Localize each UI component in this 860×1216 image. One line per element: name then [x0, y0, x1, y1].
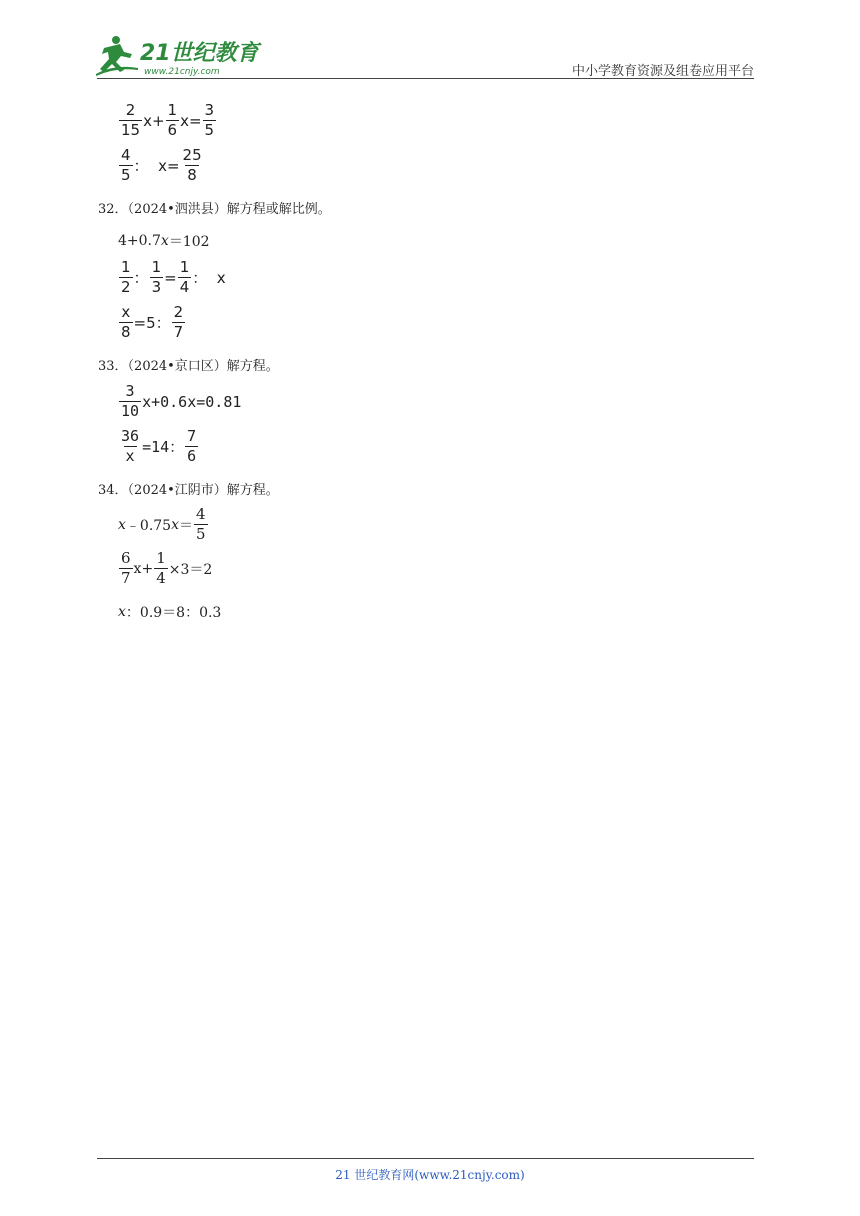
equation-d3: x ：0.9＝8：0.3 [118, 604, 222, 621]
fraction: $\frac{x}{8}$ [121, 303, 131, 341]
fraction: $\frac{3}{10}$ [121, 382, 140, 420]
fraction: $\frac{1}{2}$ [121, 258, 131, 296]
fraction: $\frac{1}{4}$ [179, 258, 190, 296]
fraction: $\frac{3}{5}$ [204, 101, 215, 139]
page-header [0, 0, 860, 80]
equation-b2: $\frac{1}{2}$ ： $\frac{1}{3}$ = $\frac{1}{4}$ ： x [121, 258, 226, 296]
equation-b3: $\frac{x}{8}$ =5： $\frac{2}{7}$ [121, 303, 184, 341]
site-slogan: 中小学教育资源及组卷应用平台 [571, 64, 754, 79]
fraction: $\frac{1}{3}$ [151, 258, 162, 296]
equation-d1: x ﹣0.75 x ＝ $\frac{4}{5}$ [118, 505, 206, 543]
equation-a2: $\frac{4}{5}$ ： x= $\frac{25}{8}$ [121, 146, 202, 184]
equation-a1: $\frac{2}{15}$ x+ $\frac{1}{6}$ x= $\frac{3}{5}$ [121, 101, 215, 139]
equation-d2: $\frac{6}{7}$ x+ $\frac{1}{4}$ ×3＝2 [121, 549, 213, 587]
logo-21cnjy [94, 34, 264, 78]
fraction: $\frac{6}{7}$ [121, 549, 131, 587]
fraction: $\frac{2}{7}$ [173, 303, 184, 341]
footer-divider [97, 1158, 754, 1159]
header-divider [97, 78, 754, 79]
fraction: $\frac{36}{x}$ [121, 427, 140, 465]
fraction: $\frac{1}{6}$ [167, 101, 178, 139]
fraction: $\frac{2}{15}$ [121, 101, 141, 139]
fraction: $\frac{4}{5}$ [121, 146, 131, 184]
equation-b1: 4+0.7 x ＝102 [118, 233, 210, 250]
fraction: $\frac{1}{4}$ [156, 549, 166, 587]
fraction: $\frac{7}{6}$ [187, 427, 197, 465]
fraction: $\frac{4}{5}$ [195, 505, 206, 543]
equation-c1: $\frac{3}{10}$ x+0.6x=0.81 [121, 382, 242, 420]
fraction: $\frac{25}{8}$ [182, 146, 202, 184]
question-32-label: 32．（2024•泗洪县）解方程或解比例。 [98, 202, 331, 217]
equation-c2: $\frac{36}{x}$ =14： $\frac{7}{6}$ [121, 427, 197, 465]
question-34-label: 34．（2024•江阴市）解方程。 [98, 483, 279, 498]
footer-text: 21 世纪教育网(www.21cnjy.com) [335, 1168, 525, 1182]
question-33-label: 33．（2024•京口区）解方程。 [98, 359, 279, 374]
svg-text:www.21cnjy.com: www.21cnjy.com [144, 67, 220, 77]
svg-text:21世纪教育: 21世纪教育 [140, 41, 259, 66]
